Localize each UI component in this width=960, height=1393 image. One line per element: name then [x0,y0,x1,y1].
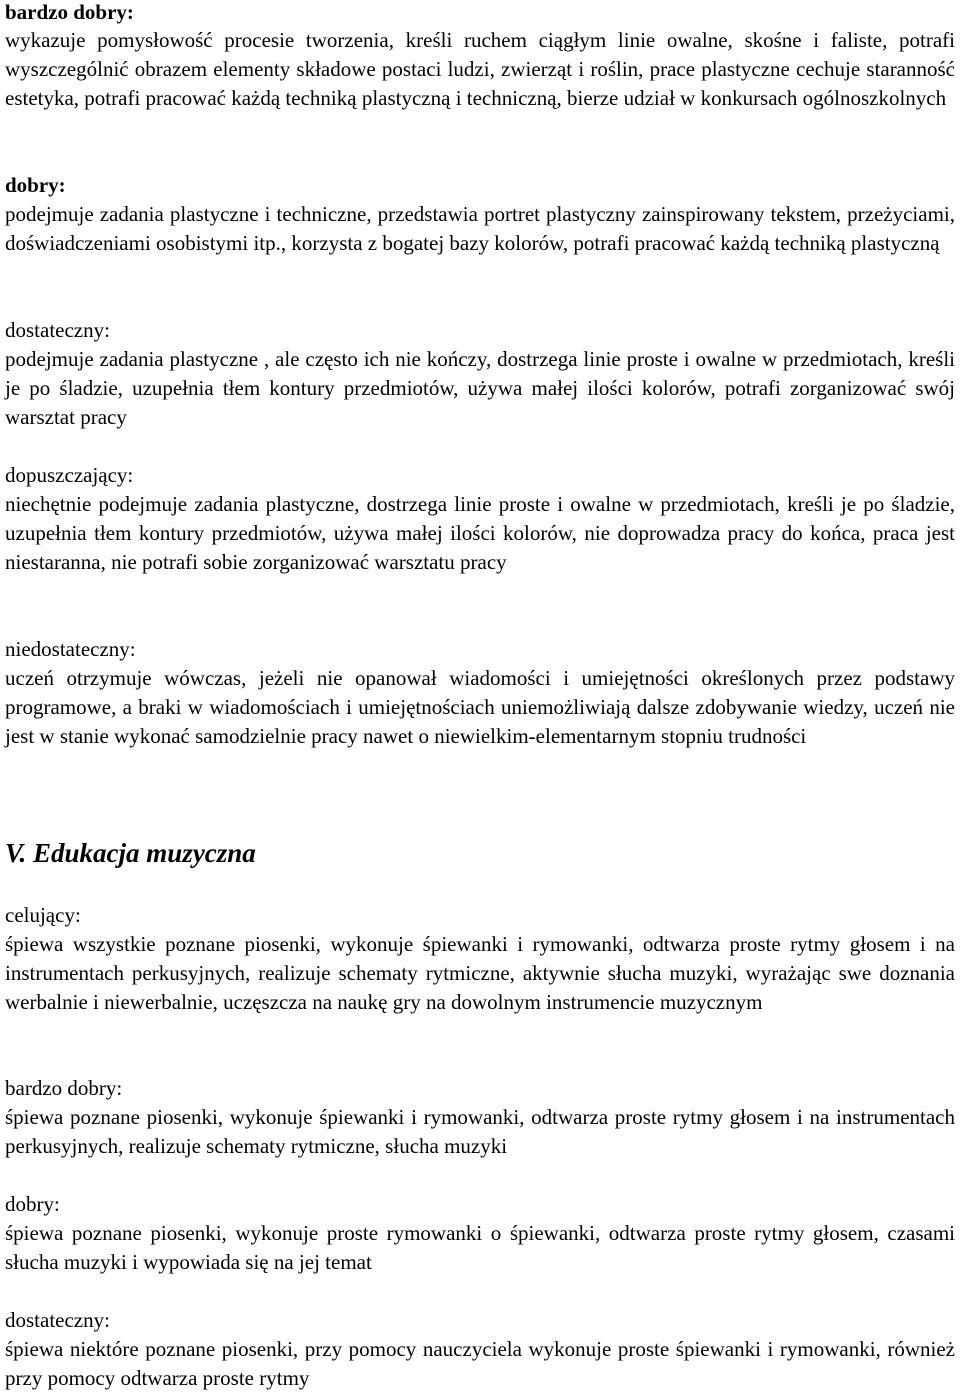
grade-label-dobry: dobry: [5,173,66,197]
grade-label-bardzo-dobry: bardzo dobry: [5,0,134,24]
grade-description-dobry: podejmuje zadania plastyczne i techniczne, przedstawia portret plastyczny zainspirowany tekstem, przeżyciami, doświadczeniami osobistymi itp., korzysta z bogatej bazy kolorów, potrafi pracować każdą techniką plastyczną [5,202,955,255]
grade-description-dostateczny: podejmuje zadania plastyczne , ale często ich nie kończy, dostrzega linie proste i owalne w przedmiotach, kreśli je po śladzie, uzupełnia tłem kontury przedmiotów, używa małej ilości kolorów, potrafi zorganizować swój warsztat pracy [5,347,955,429]
music-grade-label-dobry: dobry: [5,1192,60,1216]
music-grade-label-bardzo-dobry: bardzo dobry: [5,1076,123,1100]
music-grade-description-celujacy: śpiewa wszystkie poznane piosenki, wykonuje śpiewanki i rymowanki, odtwarza proste rytmy głosem i na instrumentach perkusyjnych, realizuje schematy rytmiczne, aktywnie słucha muzyki, wyrażając swe doznania werbalnie i niewerbalnie, uczęszcza na naukę gry na dowolnym instrumencie muzycznym [5,932,955,1014]
grade-label-niedostateczny: niedostateczny: [5,637,136,661]
grade-description-dopuszczajacy: niechętnie podejmuje zadania plastyczne, dostrzega linie proste i owalne w przedmiotach, kreśli je po śladzie, uzupełnia tłem kontury przedmiotów, używa małej ilości kolorów, nie doprowadza pracy do końca, praca jest niestaranna, nie potrafi sobie zorganizować warsztatu pracy [5,492,955,574]
music-grade-description-dostateczny: śpiewa niektóre poznane piosenki, przy pomocy nauczyciela wykonuje proste śpiewanki i rymowanki, również przy pomocy odtwarza proste rytmy [5,1337,955,1390]
grade-label-dopuszczajacy: dopuszczający: [5,463,134,487]
grade-description-bardzo-dobry: wykazuje pomysłowość procesie tworzenia, kreśli ruchem ciągłym linie owalne, skośne i faliste, potrafi wyszczególnić obrazem elementy składowe postaci ludzi, zwierząt i roślin, prace plastyczne cechuje staranność estetyka, potrafi pracować każdą techniką plastyczną i techniczną, bierze udział w konkursach ogólnoszkolnych [5,28,955,110]
music-grade-description-dobry: śpiewa poznane piosenki, wykonuje proste rymowanki o śpiewanki, odtwarza proste rytmy głosem, czasami słucha muzyki i wypowiada się na jej temat [5,1221,955,1274]
music-grade-label-celujacy: celujący: [5,903,81,927]
grade-label-dostateczny: dostateczny: [5,318,110,342]
music-grade-description-bardzo-dobry: śpiewa poznane piosenki, wykonuje śpiewanki i rymowanki, odtwarza proste rytmy głosem i na instrumentach perkusyjnych, realizuje schematy rytmiczne, słucha muzyki [5,1105,955,1158]
section-heading-music: V. Edukacja muzyczna [5,838,256,868]
music-grade-label-dostateczny: dostateczny: [5,1308,110,1332]
grade-description-niedostateczny: uczeń otrzymuje wówczas, jeżeli nie opanował wiadomości i umiejętności określonych przez podstawy programowe, a braki w wiadomościach i umiejętnościach uniemożliwiają dalsze zdobywanie wiedzy, uczeń nie jest w stanie wykonać samodzielnie pracy nawet o niewielkim-elementarnym stopniu trudności [5,666,955,748]
